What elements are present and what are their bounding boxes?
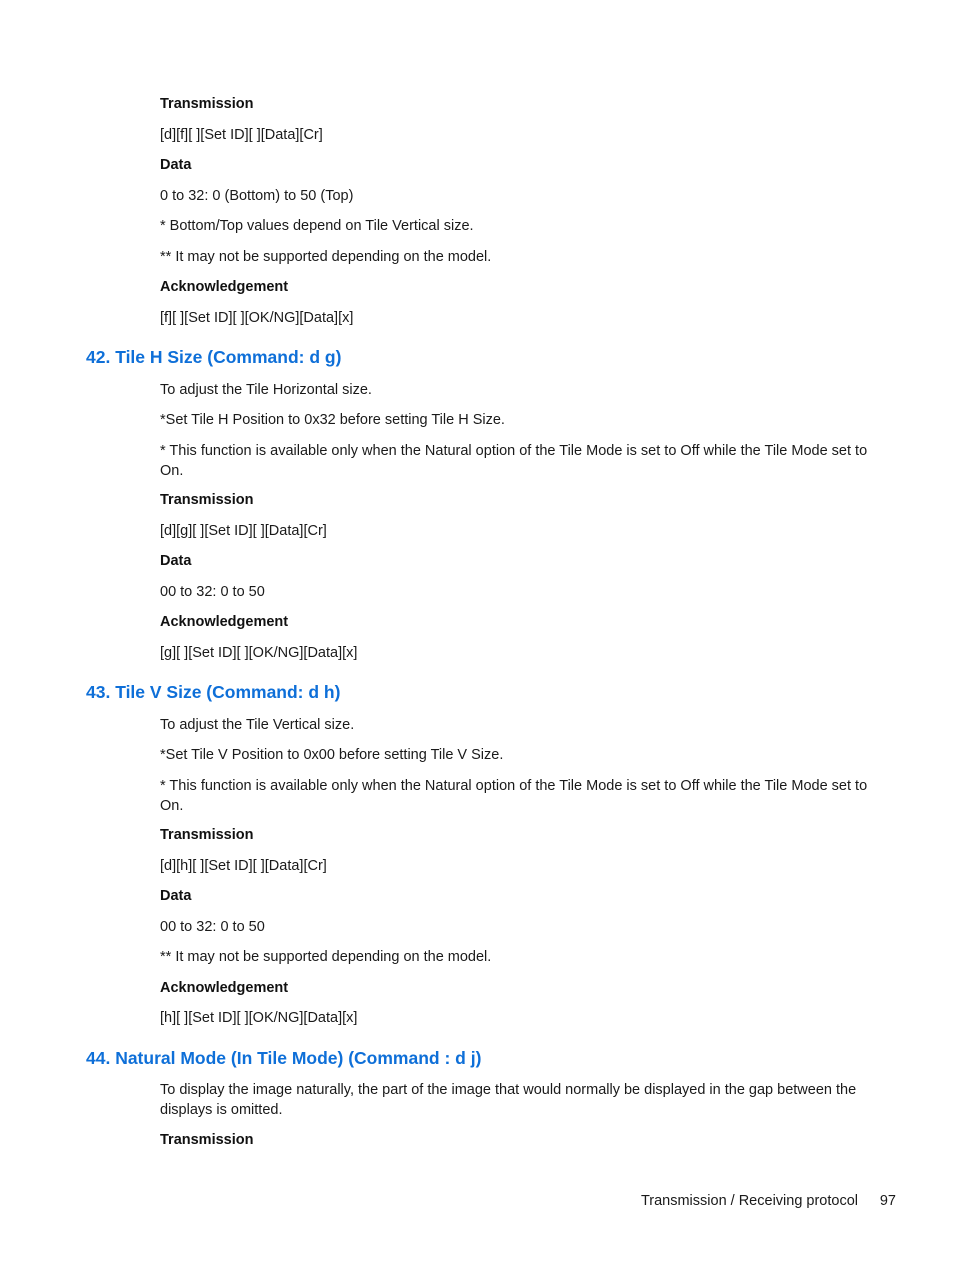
data-value: 00 to 32: 0 to 50 xyxy=(160,919,265,935)
note-text: * This function is available only when the Natural option of the Tile Mode is set to Off while the Tile Mode set to On. xyxy=(160,778,868,814)
data-label: Data xyxy=(160,553,192,569)
page-number: 97 xyxy=(879,1193,896,1209)
section-description: To adjust the Tile Horizontal size. xyxy=(160,382,372,398)
acknowledgement-label: Acknowledgement xyxy=(160,279,289,295)
transmission-value: [d][f][ ][Set ID][ ][Data][Cr] xyxy=(160,127,323,143)
acknowledgement-value: [h][ ][Set ID][ ][OK/NG][Data][x] xyxy=(160,1010,358,1026)
transmission-label: Transmission xyxy=(160,492,254,508)
acknowledgement-value: [f][ ][Set ID][ ][OK/NG][Data][x] xyxy=(160,310,354,326)
section-description: To display the image naturally, the part of the image that would normally be displayed in the gap between the displays is omitted. xyxy=(160,1082,857,1118)
footer-section-title: Transmission / Receiving protocol xyxy=(640,1193,858,1209)
section-heading-42: 42. Tile H Size (Command: d g) xyxy=(86,347,342,367)
note-text: * Bottom/Top values depend on Tile Vertical size. xyxy=(160,218,474,234)
transmission-label: Transmission xyxy=(160,96,254,112)
transmission-value: [d][h][ ][Set ID][ ][Data][Cr] xyxy=(160,858,327,874)
note-text: *Set Tile H Position to 0x32 before setting Tile H Size. xyxy=(160,412,505,428)
data-label: Data xyxy=(160,157,192,173)
data-value: 00 to 32: 0 to 50 xyxy=(160,584,265,600)
section-heading-43: 43. Tile V Size (Command: d h) xyxy=(86,682,341,702)
note-text: *Set Tile V Position to 0x00 before setting Tile V Size. xyxy=(160,747,504,763)
data-label: Data xyxy=(160,888,192,904)
note-text: ** It may not be supported depending on the model. xyxy=(160,949,492,965)
note-text: * This function is available only when the Natural option of the Tile Mode is set to Off while the Tile Mode set to On. xyxy=(160,443,868,479)
transmission-value: [d][g][ ][Set ID][ ][Data][Cr] xyxy=(160,523,327,539)
section-description: To adjust the Tile Vertical size. xyxy=(160,717,355,733)
acknowledgement-label: Acknowledgement xyxy=(160,980,289,996)
acknowledgement-value: [g][ ][Set ID][ ][OK/NG][Data][x] xyxy=(160,645,358,661)
data-value: 0 to 32: 0 (Bottom) to 50 (Top) xyxy=(160,188,354,204)
transmission-label: Transmission xyxy=(160,827,254,843)
transmission-label: Transmission xyxy=(160,1132,254,1148)
section-heading-44: 44. Natural Mode (In Tile Mode) (Command : d j) xyxy=(86,1048,482,1068)
acknowledgement-label: Acknowledgement xyxy=(160,614,289,630)
note-text: ** It may not be supported depending on the model. xyxy=(160,249,492,265)
